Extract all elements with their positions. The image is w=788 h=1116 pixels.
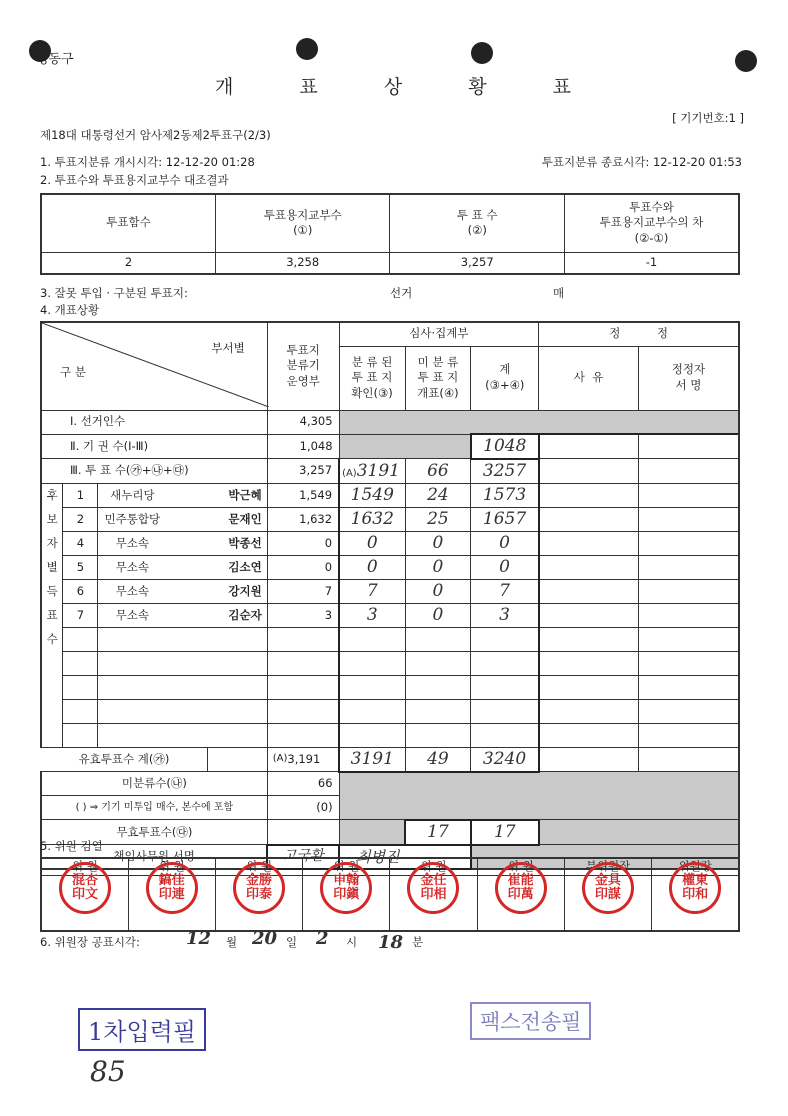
candidate-side-label: 후 — [41, 483, 63, 507]
committee-seal: 金具 印謀 — [582, 862, 634, 914]
unclassified-row: 미분류수(㉯) 66 — [41, 772, 739, 796]
candidate-total: 7 — [471, 579, 539, 603]
candidate-classified: 7 — [339, 579, 405, 603]
committee-seal: 金任 印相 — [407, 862, 459, 914]
committee-role: 위 원 — [390, 858, 477, 875]
announce-month: 12 — [186, 928, 212, 949]
candidate-classified — [339, 723, 405, 747]
candidate-row — [41, 651, 739, 675]
district-label: 성동구 — [36, 52, 74, 67]
candidate-unclassified — [405, 651, 471, 675]
candidate-sort-count — [267, 651, 339, 675]
division-header — [41, 322, 267, 410]
candidate-number — [63, 675, 98, 699]
votes-row: Ⅲ. 투 표 수(㉮+㉯+㉰) 3,257 (A)3191 66 3257 — [41, 459, 739, 483]
candidate-party: 무소속 — [115, 535, 149, 550]
section3-label: 3. 잘못 투입 · 구분된 투표지: — [40, 286, 188, 300]
candidate-total: 1573 — [471, 483, 539, 507]
candidate-sort-count: 1,549 — [267, 483, 339, 507]
punch-hole — [471, 42, 493, 64]
candidate-number: 6 — [63, 579, 98, 603]
total-header: 계 (③+④) — [471, 346, 539, 410]
committee-role: 위 원 — [477, 858, 564, 875]
announce-hour: 2 — [316, 928, 329, 949]
candidate-side-label: 보 — [41, 507, 63, 531]
candidate-party-name — [98, 627, 267, 651]
candidate-classified: 0 — [339, 555, 405, 579]
candidate-row — [41, 675, 739, 699]
candidate-total — [471, 627, 539, 651]
candidate-name: 박근혜 — [228, 487, 262, 502]
sort-op-header: 투표지 분류기 운영부 — [267, 322, 339, 410]
correction-header: 정 정 — [539, 322, 739, 346]
candidate-number — [63, 627, 98, 651]
candidate-total — [471, 723, 539, 747]
sort-end-time: 투표지분류 종료시각: 12-12-20 01:53 — [541, 155, 742, 169]
election-title: 제18대 대통령선거 암사제2동제2투표구(2/3) — [40, 128, 271, 142]
candidate-side-label: 수 — [41, 627, 63, 651]
candidate-sort-count: 0 — [267, 531, 339, 555]
candidate-total: 0 — [471, 531, 539, 555]
entry-note: 85 — [90, 1055, 126, 1088]
candidate-sort-count — [267, 723, 339, 747]
votes-header: 투 표 수 (②) — [390, 194, 565, 252]
candidate-side-label: 득 — [41, 579, 63, 603]
candidate-side-label — [41, 723, 63, 747]
officer-signature-1: 고국환 — [267, 845, 339, 869]
candidate-name: 김소연 — [228, 559, 262, 574]
candidate-sort-count: 7 — [267, 579, 339, 603]
committee-seal: 權東 印和 — [669, 862, 721, 914]
abstain-total: 1048 — [471, 434, 539, 459]
officer-signature-2: 최병진 — [339, 845, 471, 869]
candidate-number: 4 — [63, 531, 98, 555]
candidate-classified — [339, 627, 405, 651]
candidate-total — [471, 675, 539, 699]
valid-row: 유효투표수 계(㉮) (A) 3,191 3191 49 3240 — [41, 747, 739, 771]
section4-label: 4. 개표상황 — [40, 303, 100, 317]
review-header: 심사·집계부 — [339, 322, 539, 346]
punch-hole — [735, 50, 757, 72]
candidate-number: 2 — [63, 507, 98, 531]
sort-start-time: 1. 투표지분류 개시시각: 12-12-20 01:28 — [40, 155, 255, 169]
candidate-row — [41, 483, 739, 507]
candidate-row — [41, 531, 739, 555]
candidate-party-name — [98, 531, 267, 555]
note-row: ( ) ⇒ 기기 미투입 매수, 본수에 포함 (0) — [41, 796, 739, 820]
candidate-sort-count: 3 — [267, 603, 339, 627]
committee-role: 위원장 — [652, 858, 739, 875]
candidate-classified — [339, 651, 405, 675]
candidate-party-name — [98, 579, 267, 603]
candidate-name: 김순자 — [228, 607, 262, 622]
candidate-party-name — [98, 555, 267, 579]
electors-row: Ⅰ. 선거인수 4,305 — [41, 410, 739, 434]
committee-role: 위 원 — [41, 858, 128, 875]
issued-header: 투표용지교부수 (①) — [215, 194, 390, 252]
candidate-party: 무소속 — [115, 583, 149, 598]
candidate-party-name — [98, 603, 267, 627]
candidate-unclassified: 0 — [405, 603, 471, 627]
candidate-total: 1657 — [471, 507, 539, 531]
candidate-total: 3 — [471, 603, 539, 627]
punch-hole — [296, 38, 318, 60]
candidate-row — [41, 723, 739, 747]
section3-count-unit: 매 — [553, 286, 565, 300]
candidate-side-label — [41, 651, 63, 675]
candidate-row — [41, 627, 739, 651]
difference-value: -1 — [564, 252, 739, 274]
candidate-party-name — [98, 723, 267, 747]
candidate-number — [63, 699, 98, 723]
committee-seal: 崔能 印萬 — [495, 862, 547, 914]
section2-label: 2. 투표수와 투표용지교부수 대조결과 — [40, 173, 229, 187]
candidate-row — [41, 579, 739, 603]
ballot-box-count-header: 투표함수 — [41, 194, 215, 252]
candidate-side-label — [41, 699, 63, 723]
candidate-number: 5 — [63, 555, 98, 579]
candidate-unclassified: 0 — [405, 555, 471, 579]
candidate-sort-count — [267, 675, 339, 699]
candidate-sort-count: 1,632 — [267, 507, 339, 531]
committee-seal: 申翰 印鎭 — [320, 862, 372, 914]
announce-day: 20 — [252, 928, 278, 949]
section3-election: 선거 — [390, 286, 413, 300]
section6-label: 6. 위원장 공표시각: — [40, 935, 140, 949]
candidate-total — [471, 651, 539, 675]
candidate-party: 무소속 — [115, 559, 149, 574]
candidate-party-name — [98, 483, 267, 507]
ballot-reconciliation-table — [40, 193, 740, 275]
reason-header: 사 유 — [539, 346, 639, 410]
committee-seal: 金勝 印泰 — [233, 862, 285, 914]
candidate-side-label — [41, 675, 63, 699]
classified-header: 분 류 된 투 표 지 확인(③) — [339, 346, 405, 410]
committee-role: 위 원 — [303, 858, 390, 875]
candidate-unclassified: 0 — [405, 531, 471, 555]
candidate-sort-count: 0 — [267, 555, 339, 579]
candidate-classified — [339, 699, 405, 723]
candidate-number: 1 — [63, 483, 98, 507]
invalid-row: 무효투표수(㉰) 17 17 — [41, 820, 739, 845]
committee-seal: 混杏 印文 — [59, 862, 111, 914]
candidate-row — [41, 699, 739, 723]
candidate-party-name — [98, 699, 267, 723]
committee-role: 위 원 — [215, 858, 302, 875]
bureau-header: 부서별 — [211, 341, 245, 355]
candidate-row — [41, 507, 739, 531]
difference-header: 투표수와 투표용지교부수의 차 (②-①) — [564, 194, 739, 252]
candidate-party: 새누리당 — [110, 487, 155, 502]
candidate-row — [41, 603, 739, 627]
candidate-side-label: 표 — [41, 603, 63, 627]
candidate-name: 강지원 — [228, 583, 262, 598]
section5-label: 5. 위원 검열 — [40, 839, 103, 853]
candidate-party: 민주통합당 — [104, 511, 161, 526]
candidate-sort-count — [267, 699, 339, 723]
candidate-classified: 3 — [339, 603, 405, 627]
unclassified-header: 미 분 류 투 표 지 개표(④) — [405, 346, 471, 410]
candidate-name: 문재인 — [228, 511, 262, 526]
fax-sent-stamp: 팩스전송필 — [470, 1002, 591, 1040]
announce-minute: 18 — [378, 932, 404, 953]
candidate-party-name — [98, 507, 267, 531]
candidate-side-label: 별 — [41, 555, 63, 579]
candidate-classified — [339, 675, 405, 699]
candidate-classified: 1549 — [339, 483, 405, 507]
candidate-number: 7 — [63, 603, 98, 627]
count-status-table — [40, 321, 740, 870]
candidate-unclassified — [405, 627, 471, 651]
candidate-party-name — [98, 675, 267, 699]
candidate-party: 무소속 — [115, 607, 149, 622]
officer-row: 책임사무원 서명 고국환 최병진 — [41, 845, 739, 869]
page-title: 개 표 상 황 표 — [215, 76, 601, 98]
committee-inspection-table — [40, 857, 740, 932]
abstain-row: Ⅱ. 기 권 수(Ⅰ-Ⅲ) 1,048 1048 — [41, 434, 739, 459]
issued-count: 3,258 — [215, 252, 390, 274]
first-entry-stamp: 1차입력필 — [78, 1008, 206, 1051]
candidate-row — [41, 555, 739, 579]
candidate-party-name — [98, 651, 267, 675]
candidate-side-label: 자 — [41, 531, 63, 555]
machine-number: [ 기기번호:1 ] — [672, 111, 744, 125]
candidate-sort-count — [267, 627, 339, 651]
committee-seal: 鎬佳 印連 — [146, 862, 198, 914]
division-label: 구 분 — [60, 365, 86, 379]
candidate-unclassified: 25 — [405, 507, 471, 531]
candidate-unclassified — [405, 699, 471, 723]
candidate-classified: 0 — [339, 531, 405, 555]
candidate-total — [471, 699, 539, 723]
committee-role: 부위원장 — [564, 858, 651, 875]
candidate-name: 박종선 — [228, 535, 262, 550]
candidate-unclassified: 24 — [405, 483, 471, 507]
candidate-unclassified: 0 — [405, 579, 471, 603]
committee-role: 위 원 — [128, 858, 215, 875]
vote-count: 3,257 — [390, 252, 565, 274]
corrector-header: 정정자 서 명 — [638, 346, 739, 410]
candidate-unclassified — [405, 675, 471, 699]
candidate-total: 0 — [471, 555, 539, 579]
candidate-number — [63, 651, 98, 675]
candidate-number — [63, 723, 98, 747]
candidate-classified: 1632 — [339, 507, 405, 531]
candidate-unclassified — [405, 723, 471, 747]
ballot-box-count: 2 — [41, 252, 215, 274]
